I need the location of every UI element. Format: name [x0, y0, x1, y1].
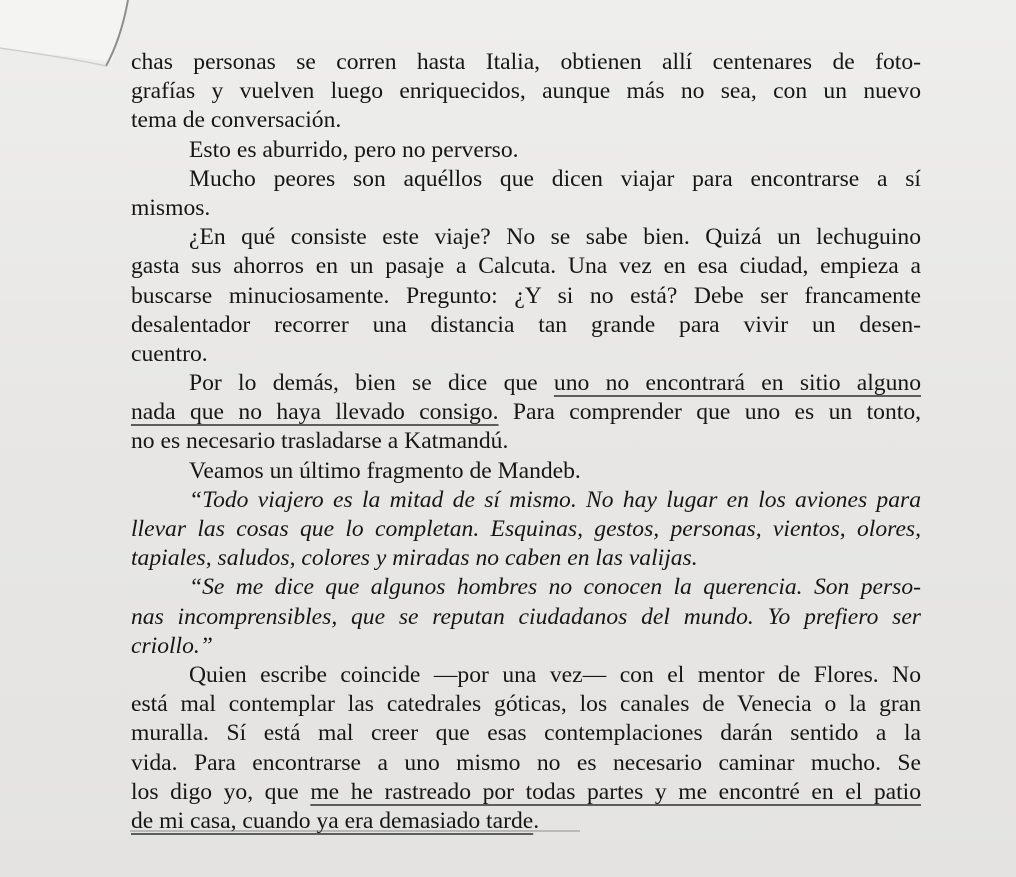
text-line-2: grafías y vuelven luego enriquecidos, aunque más no sea, con un nuevo	[131, 78, 921, 105]
underlined-phrase-4: de mi casa, cuando ya era demasiado tarde	[131, 807, 534, 834]
quote-line-4: “Se me dice que algunos hombres no conocen la querencia. Son perso-	[189, 574, 921, 601]
text-line-7: ¿En qué consiste este viaje? No se sabe bien. Quizá un lechuguino	[189, 224, 921, 251]
text-line-13-end: Para comprender que uno es un tonto,	[498, 399, 922, 426]
text-line-11: cuentro.	[131, 340, 208, 367]
text-line-25: vida. Para encontrarse a uno mismo no es necesario caminar mucho. Se	[131, 749, 921, 776]
text-line-1: chas personas se corren hasta Italia, obtienen allí centenares de foto-	[131, 49, 921, 75]
folded-corner-shadow	[0, 0, 140, 75]
underlined-phrase-2: nada que no haya llevado consigo.	[131, 399, 499, 426]
text-line-26	[131, 778, 921, 807]
text-line-23: está mal contemplar las catedrales góticas, los canales de Venecia o la gran	[131, 691, 921, 718]
text-line-24: muralla. Sí está mal creer que esas contemplaciones darán sentido a la	[131, 720, 921, 747]
text-line-15: Veamos un último fragmento de Mandeb.	[189, 457, 581, 484]
text-line-3: tema de conversación.	[131, 107, 342, 134]
text-line-22: Quien escribe coincide —por una vez— con el mentor de Flores. No	[189, 661, 921, 688]
pencil-mark	[130, 830, 580, 832]
text-line-27-end: .	[533, 807, 540, 834]
text-line-9: buscarse minuciosamente. Pregunto: ¿Y si no está? Debe ser francamente	[131, 282, 921, 309]
text-line-4: Esto es aburrido, pero no perverso.	[189, 136, 519, 163]
quote-line-3: tapiales, saludos, colores y miradas no caben en las valijas.	[131, 545, 698, 572]
text-line-12	[131, 369, 921, 398]
text-line-10: desalentador recorrer una distancia tan grande para vivir un desen-	[131, 311, 921, 338]
quote-line-2: llevar las cosas que lo completan. Esquinas, gestos, personas, vientos, olores,	[131, 516, 921, 542]
text-line-26-start: los digo yo, que	[131, 778, 311, 805]
quote-line-6: criollo.”	[131, 632, 213, 659]
text-line-12-start: Por lo demás, bien se dice que	[189, 370, 554, 397]
underlined-phrase-3: me he rastreado por todas partes y me encontré en el patio	[310, 778, 921, 805]
text-line-5: Mucho peores son aquéllos que dicen viajar para encontrarse a sí	[189, 165, 921, 192]
body-text	[131, 48, 921, 836]
underlined-phrase-1: uno no encontrará en sitio alguno	[553, 370, 921, 397]
text-line-14: no es necesario trasladarse a Katmandú.	[131, 428, 509, 455]
quote-line-1: “Todo viajero es la mitad de sí mismo. No hay lugar en los aviones para	[189, 486, 921, 513]
text-line-8: gasta sus ahorros en un pasaje a Calcuta. Una vez en esa ciudad, empieza a	[131, 253, 921, 280]
text-line-13	[131, 398, 921, 427]
quote-line-5: nas incomprensibles, que se reputan ciudadanos del mundo. Yo prefiero ser	[131, 603, 921, 630]
text-line-6: mismos.	[131, 194, 211, 221]
